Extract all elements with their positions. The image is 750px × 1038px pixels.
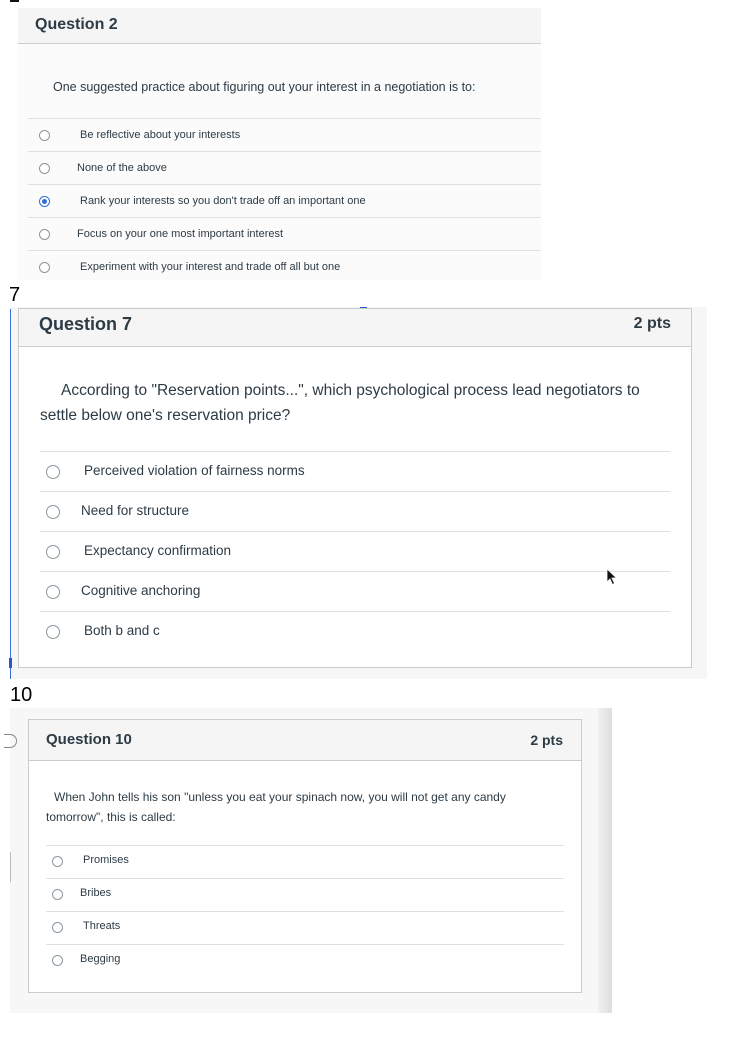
mouse-pointer-icon (606, 568, 618, 586)
question-text: One suggested practice about figuring out your interest in a negotiation is to: (53, 80, 476, 94)
question-2-card (18, 8, 541, 280)
divider (10, 852, 11, 882)
answer-label: Threats (83, 920, 121, 932)
edit-marker-line (10, 309, 11, 679)
radio-icon[interactable] (52, 889, 63, 900)
answer-option[interactable] (28, 151, 541, 184)
answer-option[interactable] (40, 531, 670, 571)
answer-option[interactable] (40, 491, 670, 531)
top-crop-mark (10, 0, 19, 2)
question-7-card (18, 308, 692, 668)
answer-label: Perceived violation of fairness norms (84, 463, 305, 478)
answer-option[interactable] (46, 878, 564, 911)
radio-icon[interactable] (39, 229, 50, 240)
radio-icon[interactable] (52, 856, 63, 867)
answer-label: Focus on your one most important interest (77, 228, 284, 240)
radio-icon[interactable] (52, 922, 63, 933)
answer-list (28, 118, 541, 283)
answer-label: Cognitive anchoring (81, 583, 201, 598)
question-points: 2 pts (633, 315, 671, 332)
question-title: Question 7 (39, 314, 133, 334)
question-header (18, 8, 541, 44)
radio-selected-icon[interactable] (39, 196, 50, 207)
answer-option[interactable] (46, 845, 564, 878)
radio-icon[interactable] (39, 163, 50, 174)
answer-label: Expectancy confirmation (84, 543, 232, 558)
answer-option[interactable] (28, 118, 541, 151)
section-label-10: 10 (10, 684, 33, 706)
answer-label: Begging (80, 953, 121, 965)
page-shadow (598, 708, 612, 1013)
question-text: According to "Reservation points...", which psychological process lead negotiators to settle below one's reservation price? (40, 382, 640, 424)
question-title: Question 10 (46, 731, 132, 748)
answer-option[interactable] (40, 571, 670, 611)
radio-icon[interactable] (46, 465, 60, 479)
question-text: When John tells his son "unless you eat your spinach now, you will not get any candy tomorrow", this is called: (46, 790, 506, 824)
answer-label: Both b and c (84, 623, 160, 638)
answer-option[interactable] (46, 911, 564, 944)
radio-icon[interactable] (46, 505, 60, 519)
section-label-7: 7 (9, 284, 21, 306)
radio-icon[interactable] (46, 585, 60, 599)
edit-marker (9, 658, 12, 668)
answer-option[interactable] (28, 217, 541, 250)
radio-icon[interactable] (52, 955, 63, 966)
answer-label: Be reflective about your interests (80, 129, 241, 141)
question-10-card (28, 719, 582, 993)
answer-label: Experiment with your interest and trade off all but one (80, 261, 341, 273)
answer-label: Need for structure (81, 503, 190, 518)
question-header (19, 309, 691, 347)
answer-option[interactable] (46, 944, 564, 977)
radio-icon[interactable] (39, 262, 50, 273)
answer-list (40, 451, 670, 651)
radio-icon[interactable] (39, 130, 50, 141)
answer-option[interactable] (28, 250, 541, 283)
radio-icon[interactable] (46, 625, 60, 639)
question-title: Question 2 (35, 16, 118, 33)
answer-option[interactable] (40, 451, 670, 491)
question-points: 2 pts (530, 732, 563, 748)
radio-icon[interactable] (46, 545, 60, 559)
answer-label: Bribes (80, 887, 112, 899)
answer-list (46, 845, 564, 977)
answer-option-selected[interactable] (28, 184, 541, 217)
answer-option[interactable] (40, 611, 670, 651)
answer-label: None of the above (77, 162, 167, 174)
answer-label: Promises (83, 854, 129, 866)
question-header (29, 720, 581, 761)
answer-label: Rank your interests so you don't trade off an important one (80, 195, 366, 207)
